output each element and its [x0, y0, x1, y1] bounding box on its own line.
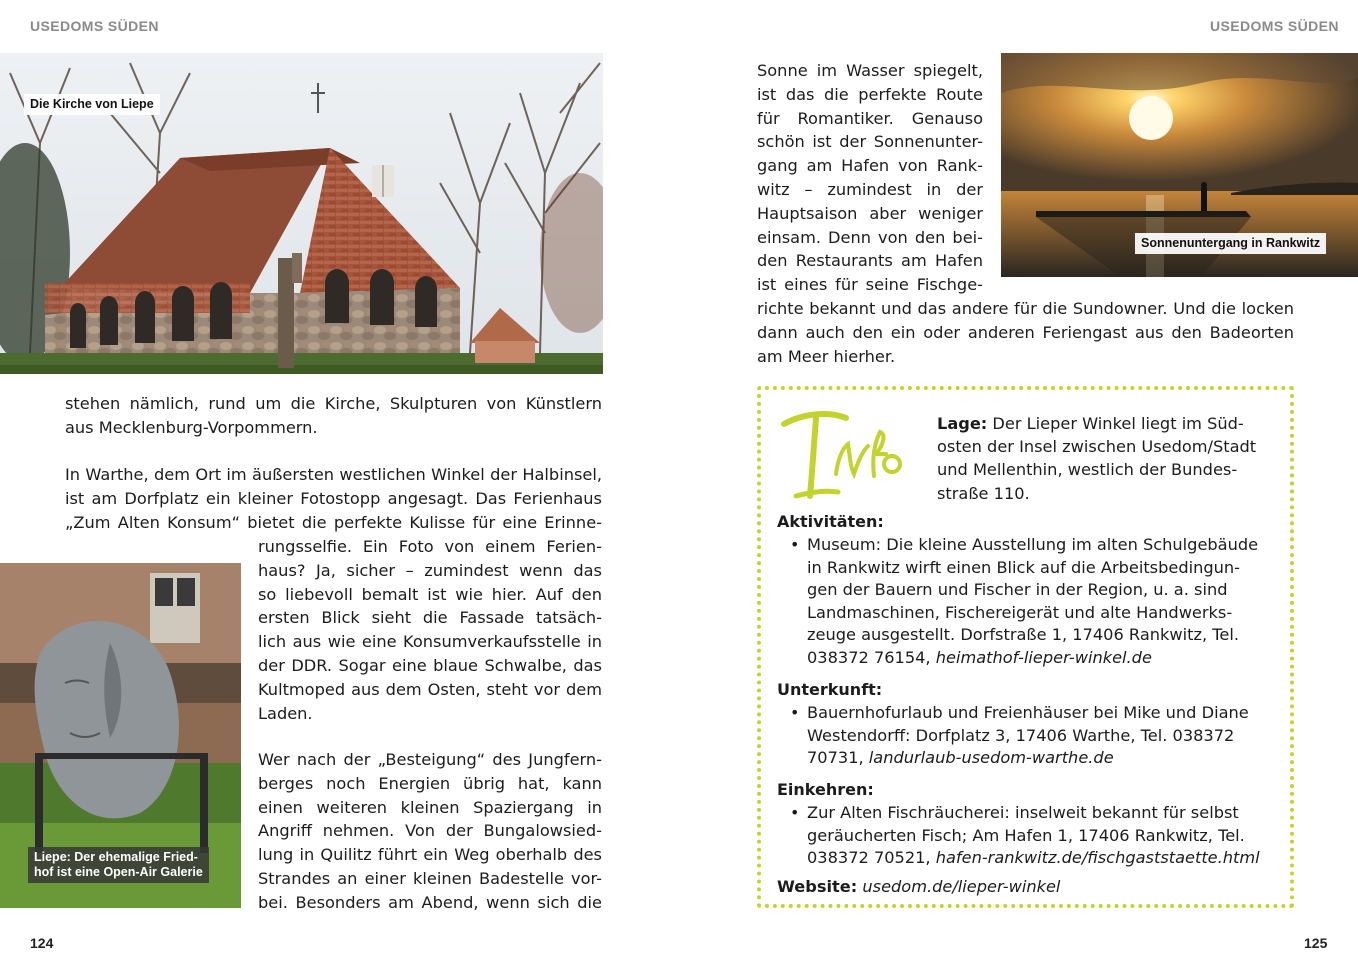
text-line: Museum: Die kleine Ausstellung im alten Schulgebäude	[807, 535, 1259, 554]
bullet-icon: •	[790, 803, 800, 822]
text-line: berges noch Energien übrig hat, kann	[258, 773, 602, 793]
caption-line: hof ist eine Open-Air Galerie	[34, 865, 203, 879]
info-lage	[937, 412, 1256, 505]
text-line: der DDR. Sogar eine blaue Schwalbe, das	[258, 655, 602, 675]
bullet-icon: •	[790, 535, 800, 554]
left-paragraph-3	[258, 748, 602, 915]
text-line: richte bekannt und das andere für die Sundowner. Und die locken	[757, 299, 1294, 318]
unterkunft-text	[807, 702, 1249, 770]
left-paragraph-1	[65, 392, 602, 440]
text-line: den Restaurants am Hafen	[757, 251, 983, 271]
text-line: Bauernhofurlaub und Freienhäuser bei Mike und Diane	[807, 703, 1249, 722]
text-line	[937, 412, 1256, 435]
text-line: Laden.	[258, 703, 313, 723]
aktivitaeten-heading: Aktivitäten:	[777, 512, 884, 531]
text-line: „Zum Alten Konsum“ bietet die perfekte Kulisse für eine Erinne-	[65, 512, 602, 532]
text-line: einen weiteren kleinen Spaziergang in	[258, 797, 602, 817]
text-line: gen der Bauern und Fischer in der Region, u. a. sind	[807, 580, 1228, 600]
text-line: ist das die perfekte Route	[757, 84, 983, 104]
text-line: In Warthe, dem Ort im äußersten westlichen Winkel der Halbinsel,	[65, 465, 602, 484]
text-line: Zur Alten Fischräucherei: inselweit bekannt für selbst	[807, 803, 1239, 822]
right-paragraph-full	[757, 297, 1294, 368]
website-line	[777, 876, 1060, 899]
text-line: osten der Insel zwischen Usedom/Stadt	[937, 437, 1257, 457]
text-line: lung in Quilitz führt ein Weg oberhalb des	[258, 845, 602, 865]
text-line: stehen nämlich, rund um die Kirche, Skulpturen von Künstlern	[65, 394, 602, 413]
text-line: Wer nach der „Besteigung“ des Jungfern-	[258, 750, 602, 769]
text-line: haus? Ja, sicher – zumindest wenn das	[258, 560, 602, 580]
einkehren-heading: Einkehren:	[777, 780, 874, 799]
einkehren-text	[807, 802, 1260, 870]
text-line: bei. Besonders am Abend, wenn sich die	[258, 892, 602, 912]
right-paragraph-narrow	[757, 59, 983, 297]
text-line: Sonne im Wasser spiegelt,	[757, 61, 983, 80]
text-fragment: 038372 76154,	[807, 647, 936, 667]
left-running-head: USEDOMS SÜDEN	[30, 18, 159, 34]
text-line: straße 110.	[937, 483, 1030, 503]
lage-text: Der Lieper Winkel liegt im Süd-	[987, 414, 1244, 433]
text-line: Hauptsaison aber weniger	[757, 203, 983, 223]
text-line: Angriff nehmen. Von der Bungalowsied-	[258, 821, 602, 841]
unterkunft-heading: Unterkunft:	[777, 680, 883, 699]
text-line: witz – zumindest in der	[757, 179, 983, 199]
text-line: aus Mecklenburg-Vorpommern.	[65, 417, 318, 437]
text-line	[807, 747, 1249, 770]
right-running-head: USEDOMS SÜDEN	[1210, 18, 1339, 34]
right-page-number: 125	[1304, 935, 1328, 951]
bullet-icon: •	[790, 703, 800, 722]
text-line: gang am Hafen von Rank-	[757, 156, 983, 176]
church-photo	[0, 53, 603, 374]
website-label: Website:	[777, 877, 858, 896]
text-line: ersten Blick sieht die Fassade tatsäch-	[258, 608, 602, 628]
text-line: geräucherten Fisch; Am Hafen 1, 17406 Rankwitz, Tel.	[807, 825, 1245, 845]
sunset-caption: Sonnenuntergang in Rankwitz	[1135, 233, 1326, 254]
left-paragraph-2	[65, 463, 602, 534]
text-line: Landmaschinen, Fischereigerät und alte Handwerks-	[807, 602, 1233, 622]
caption-line: Liepe: Der ehemalige Fried-	[34, 850, 198, 864]
info-logo-icon	[776, 404, 906, 504]
text-line: Kultmoped aus dem Osten, steht vor dem	[258, 679, 602, 699]
text-line: Westendorff: Dorfplatz 3, 17406 Warthe, Tel. 038372	[807, 725, 1235, 745]
text-line	[807, 647, 1258, 670]
text-line: rungsselfie. Ein Foto von einem Ferien-	[258, 537, 602, 556]
text-line: in Rankwitz wirft einen Blick auf die Arbeitsbedingun-	[807, 557, 1241, 577]
aktivitaeten-link[interactable]: heimathof-lieper-winkel.de	[935, 647, 1152, 667]
text-line: ist am Dorfplatz ein kleiner Fotostopp angesagt. Das Ferienhaus	[65, 488, 602, 508]
text-line: einsam. Denn von den bei-	[757, 227, 983, 247]
text-line: und Mellenthin, westlich der Bundes-	[937, 460, 1238, 480]
text-line: für Romantiker. Genauso	[757, 108, 983, 128]
aktivitaeten-text	[807, 534, 1258, 670]
left-paragraph-2-cont	[258, 535, 602, 725]
left-page-number: 124	[30, 935, 54, 951]
text-line: dann auch den ein oder anderen Feriengast aus den Badeorten	[757, 322, 1294, 342]
sculpture-caption	[28, 847, 209, 883]
unterkunft-link[interactable]: landurlaub-usedom-warthe.de	[868, 748, 1114, 768]
sculpture-photo	[0, 563, 241, 908]
church-caption: Die Kirche von Liepe	[24, 94, 160, 115]
website-link[interactable]: usedom.de/lieper-winkel	[862, 877, 1061, 896]
text-line: ist eines für seine Fischge-	[757, 275, 983, 295]
text-line: am Meer hierher.	[757, 346, 896, 366]
text-line	[807, 847, 1260, 870]
text-line: schön ist der Sonnenunter-	[757, 132, 983, 152]
text-fragment: 038372 70521,	[807, 848, 936, 868]
text-line: so liebevoll bemalt ist wie hier. Auf den	[258, 584, 602, 604]
text-line: lich aus wie eine Konsumverkaufsstelle in	[258, 632, 602, 652]
info-logo	[776, 404, 906, 504]
text-line	[777, 876, 1060, 899]
text-line: zeuge ausgestellt. Dorfstraße 1, 17406 Rankwitz, Tel.	[807, 625, 1239, 645]
einkehren-link[interactable]: hafen-rankwitz.de/fischgaststaette.html	[935, 848, 1260, 868]
text-line: Strandes an einer kleinen Badestelle vor-	[258, 868, 602, 888]
text-fragment: 70731,	[807, 748, 869, 768]
sunset-photo	[1001, 53, 1358, 277]
lage-label: Lage:	[937, 414, 988, 433]
